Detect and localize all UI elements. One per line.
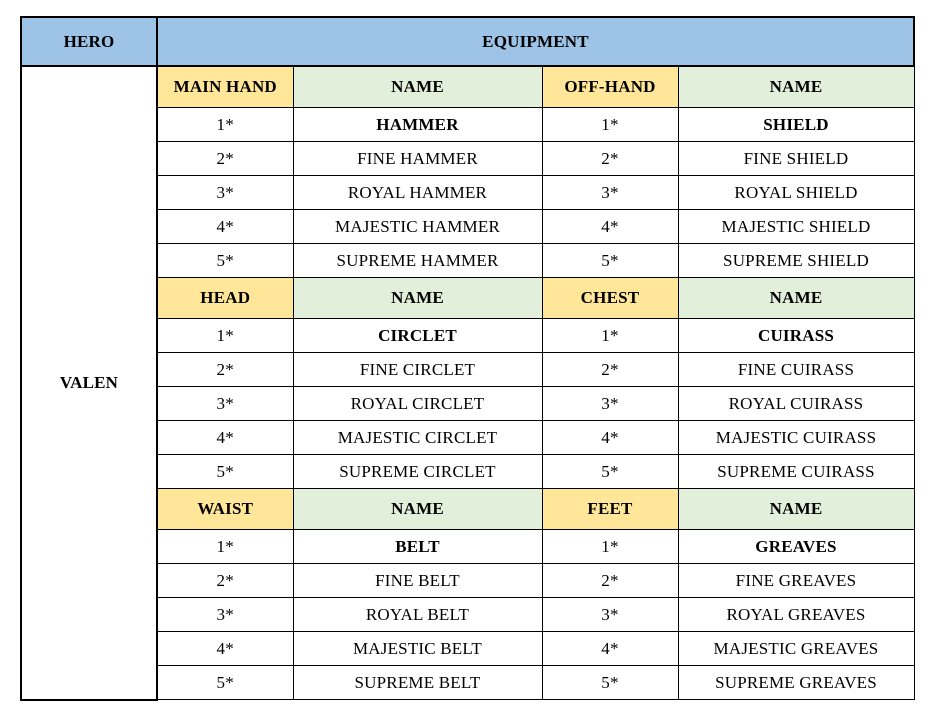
slot-header-left: WAIST: [157, 489, 293, 530]
tier-right: 5*: [542, 455, 678, 489]
item-name-right: MAJESTIC SHIELD: [678, 210, 914, 244]
item-name-left: FINE CIRCLET: [293, 353, 542, 387]
tier-left: 4*: [157, 632, 293, 666]
item-name-right: MAJESTIC GREAVES: [678, 632, 914, 666]
tier-right: 2*: [542, 564, 678, 598]
slot-header-right: FEET: [542, 489, 678, 530]
tier-left: 5*: [157, 666, 293, 700]
tier-left: 3*: [157, 387, 293, 421]
name-header-left: NAME: [293, 278, 542, 319]
tier-right: 2*: [542, 353, 678, 387]
tier-right: 5*: [542, 244, 678, 278]
name-header-left: NAME: [293, 489, 542, 530]
tier-right: 1*: [542, 530, 678, 564]
hero-name: VALEN: [21, 66, 157, 700]
item-name-left: SUPREME BELT: [293, 666, 542, 700]
tier-right: 3*: [542, 598, 678, 632]
item-name-left: CIRCLET: [293, 319, 542, 353]
item-name-left: FINE BELT: [293, 564, 542, 598]
item-name-right: GREAVES: [678, 530, 914, 564]
item-name-right: SUPREME GREAVES: [678, 666, 914, 700]
item-name-left: SUPREME HAMMER: [293, 244, 542, 278]
item-name-left: MAJESTIC BELT: [293, 632, 542, 666]
tier-left: 5*: [157, 244, 293, 278]
tier-right: 3*: [542, 176, 678, 210]
tier-left: 2*: [157, 142, 293, 176]
name-header-right: NAME: [678, 66, 914, 108]
item-name-left: FINE HAMMER: [293, 142, 542, 176]
tier-left: 3*: [157, 176, 293, 210]
hero-header: HERO: [21, 17, 157, 66]
item-name-right: ROYAL GREAVES: [678, 598, 914, 632]
tier-left: 1*: [157, 319, 293, 353]
tier-right: 5*: [542, 666, 678, 700]
item-name-right: SUPREME SHIELD: [678, 244, 914, 278]
tier-right: 1*: [542, 319, 678, 353]
equipment-table: [20, 16, 915, 701]
item-name-right: SUPREME CUIRASS: [678, 455, 914, 489]
name-header-right: NAME: [678, 278, 914, 319]
tier-left: 3*: [157, 598, 293, 632]
item-name-right: FINE GREAVES: [678, 564, 914, 598]
item-name-right: FINE SHIELD: [678, 142, 914, 176]
tier-left: 1*: [157, 530, 293, 564]
item-name-right: ROYAL SHIELD: [678, 176, 914, 210]
item-name-right: MAJESTIC CUIRASS: [678, 421, 914, 455]
slot-header-left: HEAD: [157, 278, 293, 319]
tier-left: 4*: [157, 421, 293, 455]
tier-left: 2*: [157, 353, 293, 387]
item-name-left: SUPREME CIRCLET: [293, 455, 542, 489]
tier-right: 2*: [542, 142, 678, 176]
item-name-left: ROYAL BELT: [293, 598, 542, 632]
name-header-left: NAME: [293, 66, 542, 108]
tier-right: 4*: [542, 632, 678, 666]
slot-header-left: MAIN HAND: [157, 66, 293, 108]
tier-left: 1*: [157, 108, 293, 142]
item-name-left: MAJESTIC CIRCLET: [293, 421, 542, 455]
tier-right: 4*: [542, 210, 678, 244]
item-name-left: BELT: [293, 530, 542, 564]
item-name-right: FINE CUIRASS: [678, 353, 914, 387]
item-name-left: ROYAL CIRCLET: [293, 387, 542, 421]
item-name-left: ROYAL HAMMER: [293, 176, 542, 210]
slot-header-right: OFF-HAND: [542, 66, 678, 108]
item-name-right: CUIRASS: [678, 319, 914, 353]
item-name-left: HAMMER: [293, 108, 542, 142]
name-header-right: NAME: [678, 489, 914, 530]
item-name-left: MAJESTIC HAMMER: [293, 210, 542, 244]
item-name-right: ROYAL CUIRASS: [678, 387, 914, 421]
tier-left: 2*: [157, 564, 293, 598]
tier-right: 3*: [542, 387, 678, 421]
tier-right: 1*: [542, 108, 678, 142]
tier-left: 5*: [157, 455, 293, 489]
item-name-right: SHIELD: [678, 108, 914, 142]
tier-left: 4*: [157, 210, 293, 244]
slot-header-right: CHEST: [542, 278, 678, 319]
equipment-header: EQUIPMENT: [157, 17, 914, 66]
tier-right: 4*: [542, 421, 678, 455]
